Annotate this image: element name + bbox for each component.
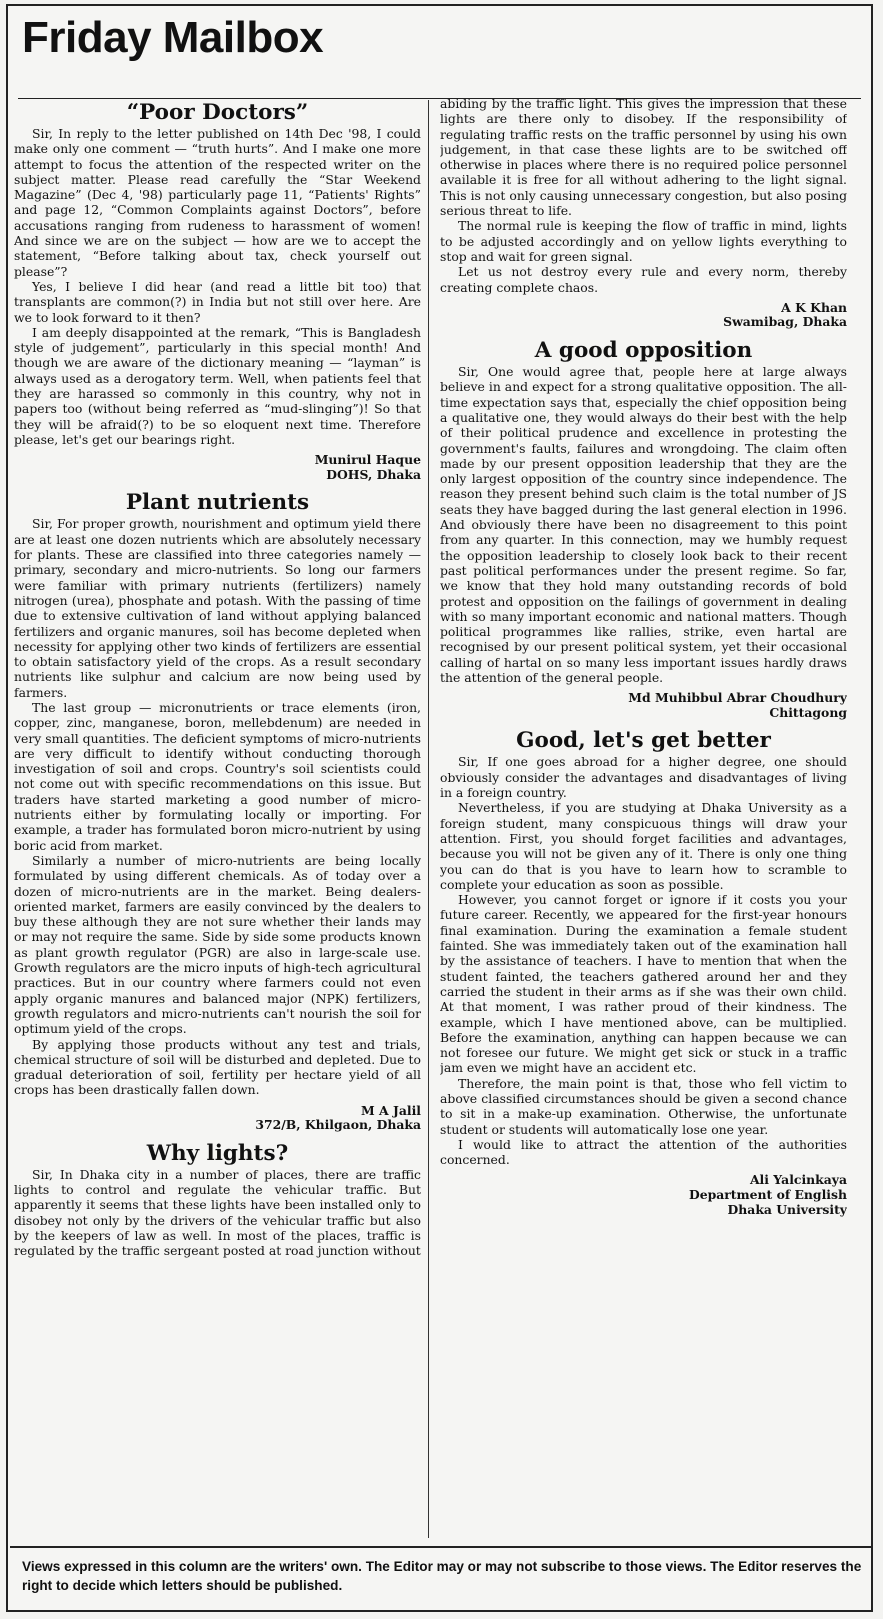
letter-paragraph: The last group — micronutrients or trace elements (iron, copper, zinc, manganese, boron, mellebdenum) are needed in very small quantities. The deficient symptoms of micro-nutrients are very difficult to identify without conducting thorough investigation of soil and crops. Country's soil scientists could not come out with specific recommendations on this issue. But traders have started marketing a good number of micro-nutrients either by formulating locally or importing. For example, a trader has formulated boron micro-nutrient by using boric acid from market. [14, 699, 421, 853]
letter-paragraph-continued: abiding by the traffic light. This gives the impression that these lights are there only to disobey. If the responsibility of regulating traffic rests on the traffic personnel by using his own judgement, in that case these lights are to be switched off otherwise in places where there is no required police personnel available it is free for all without adhering to the light signal. This is not only causing unnecessary congestion, but also posing serious threat to life. [440, 96, 847, 219]
letter-why-lights-continued [440, 96, 847, 330]
letter-headline: Plant nutrients [125, 490, 310, 516]
right-column [440, 96, 847, 1536]
letter-paragraph: Yes, I believe I did hear (and read a little bit too) that transplants are common(?) in India but not still over here. Are we to look forward to it then? [14, 278, 421, 325]
letter-paragraph: Sir, One would agree that, people here at large always believe in and expect for a strong qualitative opposition. The all-time expectation says that, especially the chief opposition being a qualitative one, they would always do their best with the help of their political prudence and excellence in protesting the government's faults, failures and wrongdoing. The claim often made by our present opposition leadership that they are the only largest opposition of the country since independence. The reason they present behind such claim is the total number of JS seats they have bagged during the last general election in 1996. And obviously there have been no disagreement to this point from any quarter. In this connection, may we humbly request the opposition leadership to closely look back to their recent past political performances under the present regime. So far, we know that they hold many outstanding records of bold protest and opposition on the failings of government in dealing with so many important economic and national matters. Though political programmes like rallies, strike, even hartal are recognised by our present political system, yet their occasional calling of hartal on so many less important issues hardly draws the attention of the general people. [440, 364, 847, 685]
letter-paragraph: However, you cannot forget or ignore if it costs you your future career. Recently, we appeared for the first-year honours final examination. During the examination a female student fainted. She was immediately taken out of the examination hall by the assistance of teachers. I have to mention that when the student fainted, the teachers gathered around her and they carried the student in their arms as if she was their own child. At that moment, I was rather proud of their kindness. The example, which I have mentioned above, can be multiplied. Before the examination, anything can happen because we can not foresee our future. We might get sick or stuck in a traffic jam even we might have an accident etc. [440, 892, 847, 1076]
letter-paragraph: Sir, For proper growth, nourishment and optimum yield there are at least one dozen nutrients which are absolutely necessary for plants. These are classified into three categories namely — primary, secondary and micro-nutrients. So long our farmers were familiar with primary nutrients (fertilizers) namely nitrogen (urea), phosphate and potash. With the passing of time due to extensive cultivation of land without applying balanced fertilizers and organic manures, soil has become depleted when necessity for applying other two kinds of fertilizers are essential to obtain satisfactory yield of the crops. As a result secondary nutrients like sulphur and calcium are now being used by farmers. [14, 516, 421, 700]
letter-paragraph: Therefore, the main point is that, those who fell victim to above classified circumstances should be given a second chance to sit in a make-up examination. Otherwise, the unfortunate student or students will automatically lose one year. [440, 1075, 847, 1137]
author-name: A K Khan [781, 299, 847, 315]
letter-signature [14, 453, 421, 482]
left-column [14, 96, 421, 1536]
letter-headline: Why lights? [146, 1140, 289, 1166]
author-location: DOHS, Dhaka [326, 466, 421, 482]
letter-plant-nutrients [14, 490, 421, 1132]
letter-headline: Good, let's get better [516, 728, 771, 754]
letter-why-lights [14, 1141, 421, 1259]
letter-paragraph: Similarly a number of micro-nutrients are being locally formulated by using different chemicals. As of today over a dozen of micro-nutrients are in the market. Being dealers-oriented market, farmers are easily convinced by the dealers to buy these although they are not sure whether their lands may or may not require the same. Side by side some products known as plant growth regulator (PGR) are also in large-scale use. Growth regulators are the micro inputs of high-tech agricultural practices. But in our country where farmers could not even apply organic manures and balanced major (NPK) fertilizers, growth regulators and micro-nutrients can't nourish the soil for optimum yield of the crops. [14, 852, 421, 1037]
author-location: Dhaka University [727, 1201, 847, 1217]
masthead-title: Friday Mailbox [22, 13, 324, 62]
letter-paragraph: I would like to attract the attention of the authorities concerned. [440, 1136, 847, 1168]
letter-paragraph: Nevertheless, if you are studying at Dhaka University as a foreign student, many conspicuous things will draw your attention. First, you should forget facilities and advantages, because you will not be given any of it. There is only one thing you can do that is you have to learn how to scramble to complete your education as soon as possible. [440, 800, 847, 892]
author-location: Swamibag, Dhaka [723, 314, 847, 330]
author-location: Chittagong [769, 704, 847, 720]
letter-good-opposition [440, 338, 847, 720]
letter-paragraph: Sir, In reply to the letter published on 14th Dec '98, I could make only one comment — “truth hurts”. And I make one more attempt to focus the attention of the respected writer on the subject matter. Please read carefully the “Star Weekend Magazine” (Dec 4, '98) particularly page 11, “Patients' Rights” and page 12, “Common Complaints against Doctors”, before accusations ranging from rudeness to harassment of women! And since we are on the subject — how are we to accept the statement, “Before talking about tax, check yourself out please”? [14, 126, 421, 279]
column-divider [428, 100, 429, 1538]
letter-headline: “Poor Doctors” [126, 100, 309, 125]
letter-paragraph: The normal rule is keeping the flow of traffic in mind, lights to be adjusted accordingly and on yellow lights everything to stop and wait for green signal. [440, 218, 847, 264]
letter-signature [14, 1104, 421, 1133]
letter-signature [440, 691, 847, 720]
letter-paragraph: Let us not destroy every rule and every norm, thereby creating complete chaos. [440, 264, 847, 295]
author-name: Ali Yalcinkaya [749, 1172, 847, 1188]
author-name: Munirul Haque [314, 452, 421, 468]
letter-lets-get-better [440, 728, 847, 1217]
letter-paragraph: Sir, In Dhaka city in a number of places, there are traffic lights to control and regulate the vehicular traffic. But apparently it seems that these lights have been installed only to disobey not only by the drivers of the vehicular traffic but also by the keepers of law as well. In most of the places, traffic is regulated by the traffic sergeant posted at road junction without [14, 1166, 421, 1259]
letter-signature [440, 301, 847, 330]
letter-paragraph: Sir, If one goes abroad for a higher degree, one should obviously consider the advantages and disadvantages of living in a foreign country. [440, 754, 847, 801]
editorial-disclaimer: Views expressed in this column are the writers' own. The Editor may or may not subscribe to those views. The Editor reserves the right to decide which letters should be published. [22, 1559, 862, 1593]
author-department: Department of English [688, 1187, 847, 1203]
letter-signature [440, 1173, 847, 1217]
letter-paragraph: I am deeply disappointed at the remark, “This is Bangladesh style of judgement”, particularly in this special month! And though we are aware of the dictionary meaning — “layman” is always used as a derogatory term. Well, when patients feel that they are harassed so commonly in this country, why not in papers too (without being referred as “mud-slinging”)! So that they will be afraid(?) to be so eloquent next time. Therefore please, let's get our bearings right. [14, 324, 421, 447]
author-name: Md Muhibbul Abrar Choudhury [628, 690, 847, 706]
author-location: 372/B, Khilgaon, Dhaka [255, 1117, 421, 1133]
letter-poor-doctors [14, 100, 421, 482]
footer-rule [10, 1546, 873, 1548]
author-name: M A Jalil [361, 1102, 421, 1118]
letter-paragraph: By applying those products without any test and trials, chemical structure of soil will be disturbed and depleted. Due to gradual deterioration of soil, fertility per hectare yield of all crops has been drastically fallen down. [14, 1036, 421, 1098]
letter-headline: A good opposition [534, 338, 753, 364]
